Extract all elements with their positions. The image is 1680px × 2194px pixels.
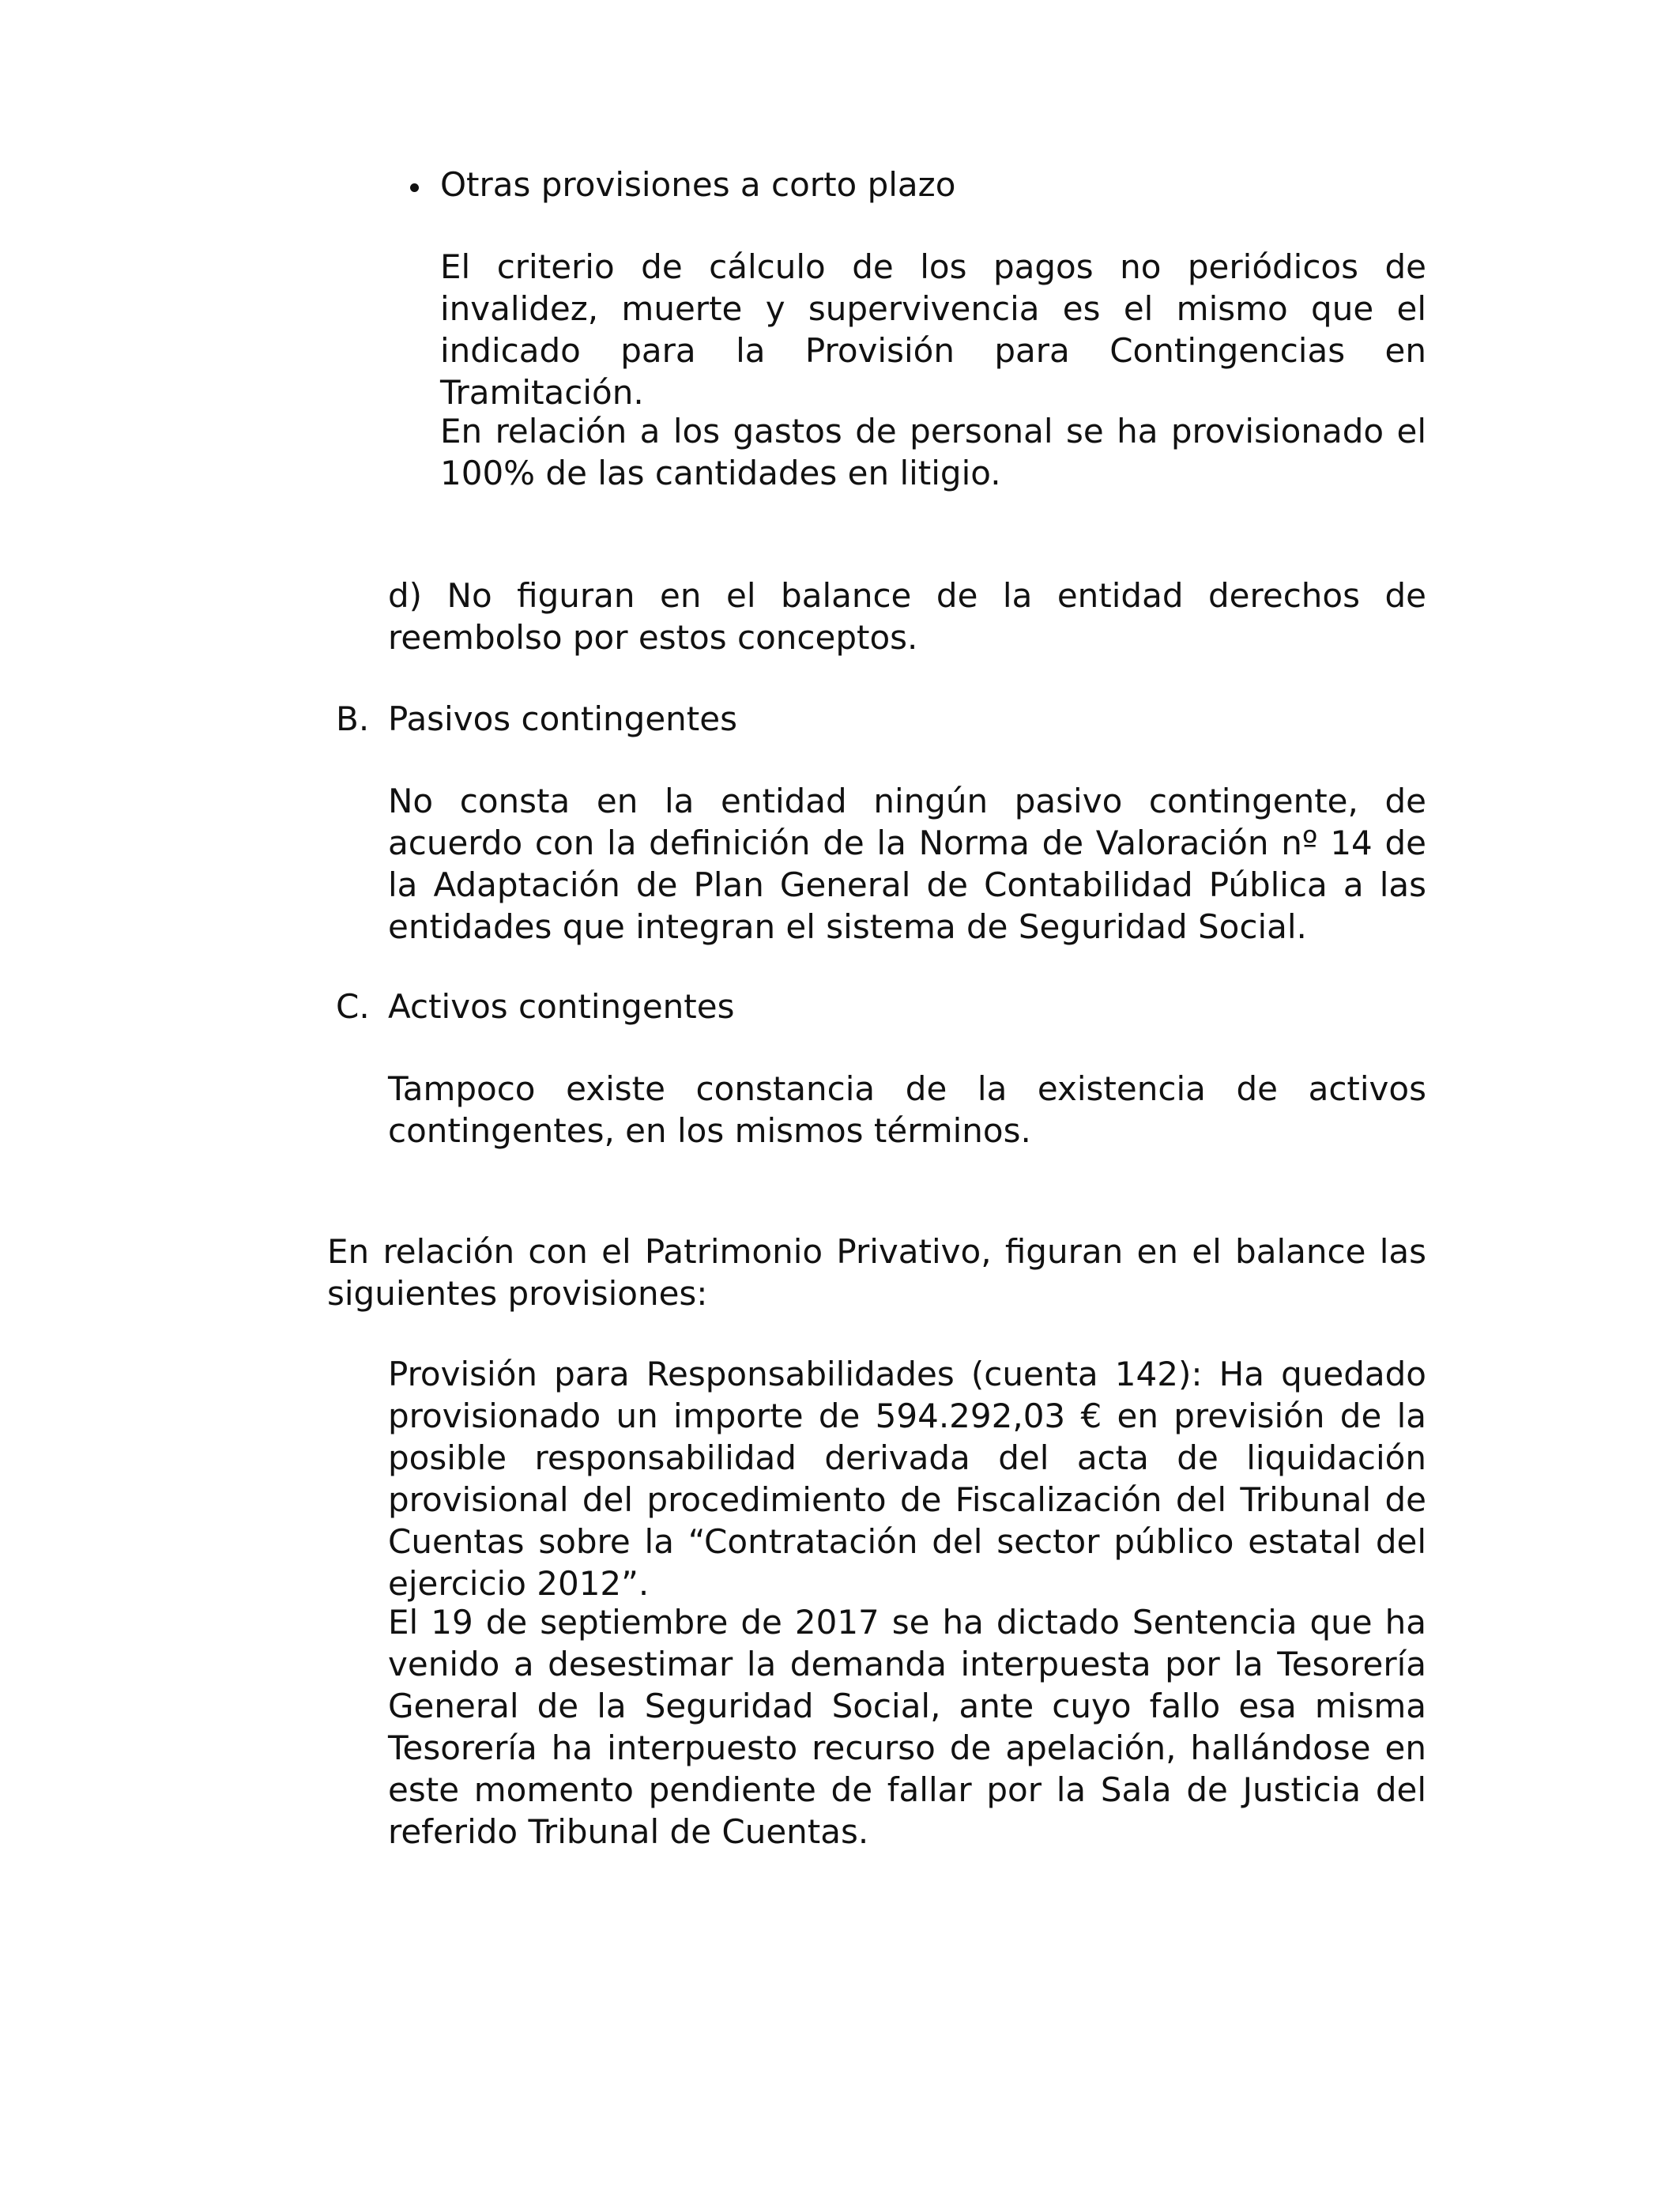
- bullet-icon: [410, 183, 419, 192]
- bullet-paragraph-1: El criterio de cálculo de los pagos no periódicos de invalidez, muerte y supervivencia es el mismo que el indicado para la Provisión para Contingencias en Tramitación.: [440, 247, 1426, 412]
- bullet-item-title: Otras provisiones a corto plazo: [440, 165, 956, 204]
- patrimonio-paragraph-1: Provisión para Responsabilidades (cuenta 142): Ha quedado provisionado un importe de 594.292,03 € en previsión de la posible responsabilidad derivada del acta de liquidación provisional del procedimiento de Fiscalización del Tribunal de Cuentas sobre la “Contratación del sector público estatal del ejercicio 2012”.: [388, 1355, 1426, 1603]
- item-d-paragraph: d) No figuran en el balance de la entidad derechos de reembolso por estos conceptos.: [388, 576, 1426, 657]
- section-b-marker: B.: [336, 699, 370, 738]
- section-c-body: Tampoco existe constancia de la existencia de activos contingentes, en los mismos términos.: [388, 1069, 1426, 1150]
- bullet-paragraph-2: En relación a los gastos de personal se ha provisionado el 100% de las cantidades en litigio.: [440, 412, 1426, 492]
- section-c-marker: C.: [336, 987, 370, 1026]
- patrimonio-intro: En relación con el Patrimonio Privativo, figuran en el balance las siguientes provisiones:: [327, 1232, 1426, 1313]
- patrimonio-paragraph-2: El 19 de septiembre de 2017 se ha dictado Sentencia que ha venido a desestimar la demanda interpuesta por la Tesorería General de la Seguridad Social, ante cuyo fallo esa misma Tesorería ha interpuesto recurso de apelación, hallándose en este momento pendiente de fallar por la Sala de Justicia del referido Tribunal de Cuentas.: [388, 1603, 1426, 1851]
- section-b-title: Pasivos contingentes: [388, 699, 737, 738]
- section-c-title: Activos contingentes: [388, 987, 735, 1026]
- section-b-body: No consta en la entidad ningún pasivo contingente, de acuerdo con la definición de la Norma de Valoración nº 14 de la Adaptación de Plan General de Contabilidad Pública a las entidades que integran el sistema de Seguridad Social.: [388, 782, 1426, 946]
